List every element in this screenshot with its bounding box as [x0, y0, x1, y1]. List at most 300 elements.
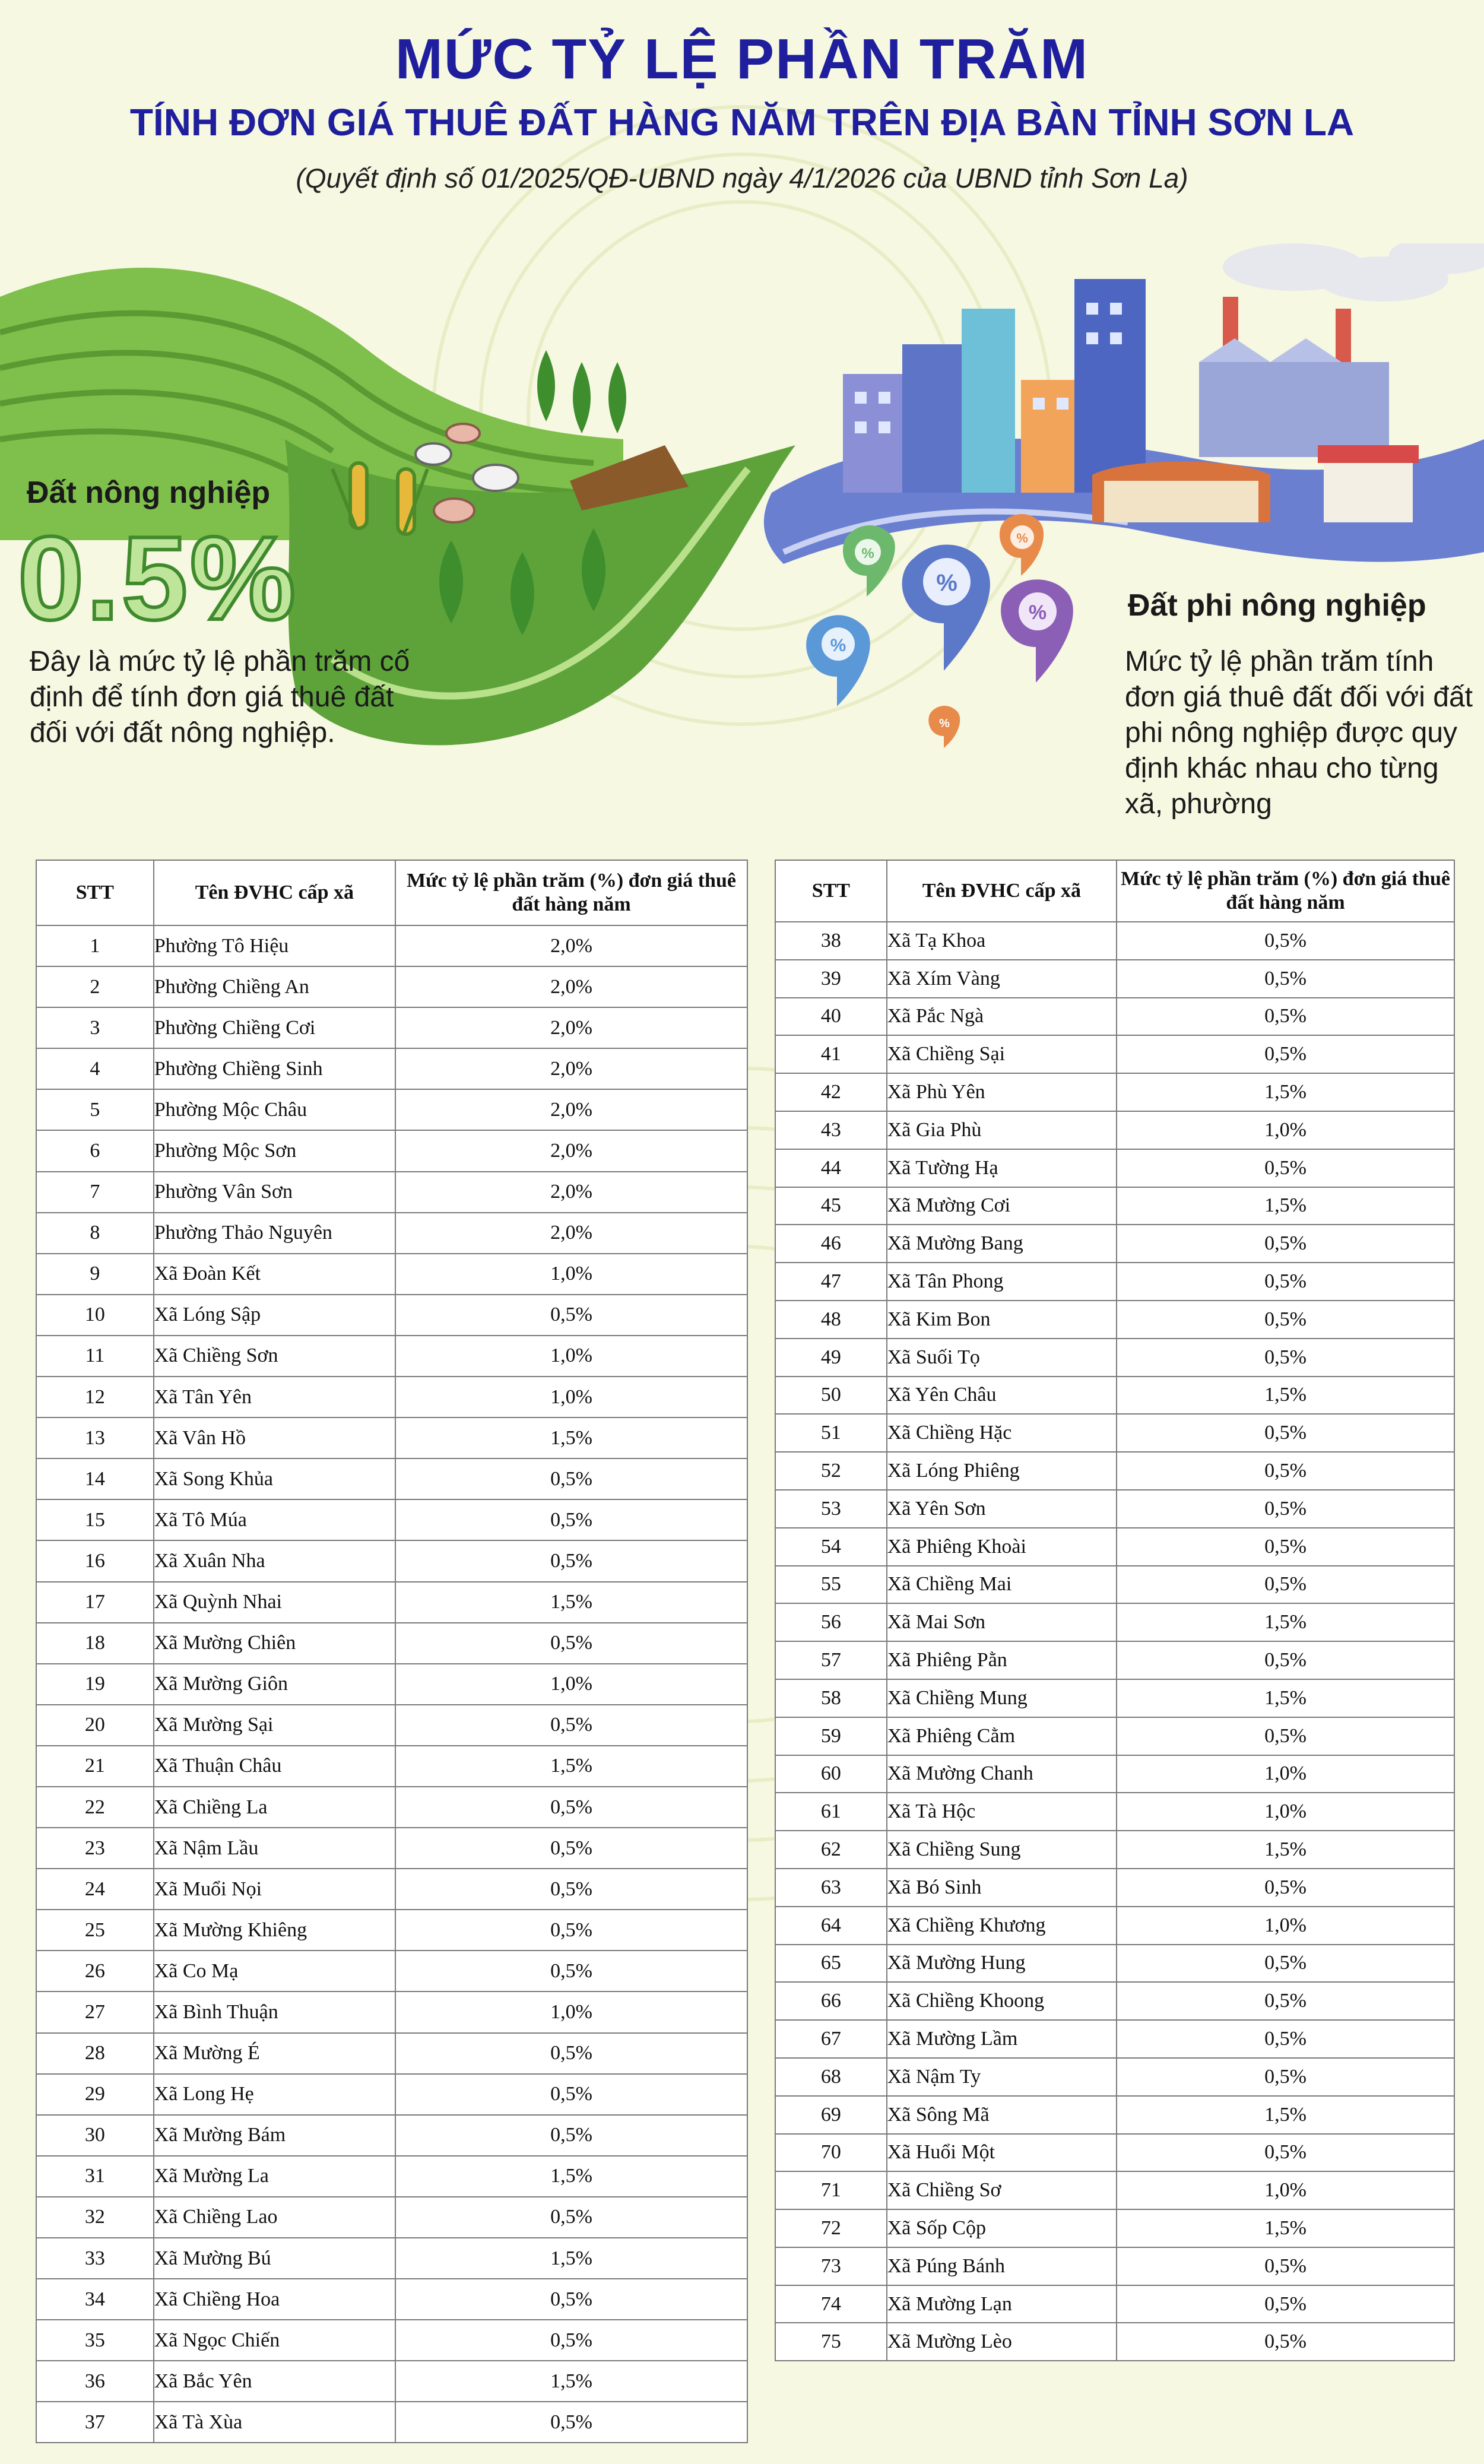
table-row	[775, 960, 1454, 998]
cell-rate: 1,5%	[1117, 1603, 1454, 1641]
cell-rate: 0,5%	[1117, 1490, 1454, 1528]
cell-stt: 73	[775, 2247, 887, 2285]
cell-stt: 51	[775, 1414, 887, 1452]
cell-rate: 1,0%	[1117, 1111, 1454, 1149]
table-row	[775, 1225, 1454, 1263]
cell-stt: 26	[36, 1951, 154, 1992]
cell-stt: 35	[36, 2320, 154, 2361]
cell-rate: 0,5%	[1117, 1263, 1454, 1301]
table-row	[775, 1339, 1454, 1377]
cell-name: Phường Chiềng An	[154, 966, 395, 1007]
cell-name: Xã Mường Cơi	[887, 1187, 1117, 1225]
cell-name: Xã Vân Hồ	[154, 1417, 395, 1458]
cell-name: Xã Bó Sinh	[887, 1869, 1117, 1907]
cell-name: Xã Chiềng Hoa	[154, 2279, 395, 2320]
cell-rate: 0,5%	[395, 1787, 747, 1828]
cell-name: Xã Chiềng Sơn	[154, 1336, 395, 1377]
cell-name: Xã Xuân Nha	[154, 1540, 395, 1581]
cell-name: Xã Chiềng Khương	[887, 1907, 1117, 1945]
cell-stt: 36	[36, 2361, 154, 2402]
table-row	[775, 1869, 1454, 1907]
table-row	[36, 1623, 747, 1664]
cell-stt: 34	[36, 2279, 154, 2320]
cell-name: Phường Tô Hiệu	[154, 925, 395, 966]
cell-rate: 0,5%	[395, 2197, 747, 2238]
cell-rate: 1,5%	[1117, 1187, 1454, 1225]
table-row	[775, 2323, 1454, 2361]
cell-stt: 31	[36, 2156, 154, 2197]
cell-rate: 1,0%	[395, 1336, 747, 1377]
non-agricultural-description: Mức tỷ lệ phần trăm tính đơn giá thuê đất đối với đất phi nông nghiệp được quy định khác nhau cho từng xã, phường	[1125, 646, 1473, 820]
cell-name: Xã Chiềng Sơ	[887, 2171, 1117, 2209]
table-row	[775, 1641, 1454, 1679]
cell-rate: 0,5%	[395, 1828, 747, 1869]
cell-name: Xã Co Mạ	[154, 1951, 395, 1992]
table-row	[36, 1910, 747, 1951]
cell-stt: 11	[36, 1336, 154, 1377]
table-row	[775, 1679, 1454, 1717]
cell-stt: 3	[36, 1007, 154, 1048]
cell-name: Xã Tân Yên	[154, 1377, 395, 1417]
cell-stt: 10	[36, 1295, 154, 1336]
table-row	[36, 1582, 747, 1623]
cell-name: Xã Chiềng Mai	[887, 1566, 1117, 1604]
cell-rate: 0,5%	[395, 2279, 747, 2320]
cell-name: Xã Phiêng Cằm	[887, 1717, 1117, 1755]
non-agricultural-land-label: Đất phi nông nghiệp	[1128, 588, 1426, 623]
cell-stt: 8	[36, 1213, 154, 1254]
cell-name: Xã Mường Khiêng	[154, 1910, 395, 1951]
cell-name: Xã Xím Vàng	[887, 960, 1117, 998]
cell-rate: 0,5%	[1117, 1339, 1454, 1377]
table-row	[36, 2238, 747, 2279]
cell-stt: 24	[36, 1869, 154, 1910]
cell-stt: 40	[775, 998, 887, 1036]
cell-stt: 19	[36, 1664, 154, 1705]
table-row	[775, 998, 1454, 1036]
cell-rate: 0,5%	[395, 1458, 747, 1499]
cell-stt: 68	[775, 2058, 887, 2096]
cell-name: Xã Mường La	[154, 2156, 395, 2197]
table-row	[36, 2279, 747, 2320]
cell-stt: 74	[775, 2285, 887, 2323]
cell-stt: 55	[775, 1566, 887, 1604]
cell-rate: 1,5%	[395, 1582, 747, 1623]
cell-rate: 0,5%	[1117, 1035, 1454, 1073]
cell-name: Xã Mường Lèo	[887, 2323, 1117, 2361]
cell-stt: 6	[36, 1130, 154, 1171]
cell-rate: 1,0%	[1117, 1755, 1454, 1793]
table-row	[36, 1377, 747, 1417]
cell-stt: 21	[36, 1746, 154, 1787]
cell-rate: 0,5%	[1117, 1566, 1454, 1604]
cell-rate: 0,5%	[395, 1540, 747, 1581]
cell-rate: 2,0%	[395, 1130, 747, 1171]
cell-name: Xã Mai Sơn	[887, 1603, 1117, 1641]
cell-rate: 1,5%	[1117, 1073, 1454, 1111]
table-row	[775, 2209, 1454, 2247]
cell-name: Xã Phù Yên	[887, 1073, 1117, 1111]
factory-icon	[1199, 243, 1484, 457]
agricultural-rate-value: 0.5%	[18, 512, 298, 645]
cell-rate: 1,5%	[1117, 2209, 1454, 2247]
cell-stt: 65	[775, 1945, 887, 1983]
cell-rate: 1,5%	[1117, 2096, 1454, 2134]
cell-stt: 54	[775, 1528, 887, 1566]
decree-reference: (Quyết định số 01/2025/QĐ-UBND ngày 4/1/2026 của UBND tỉnh Sơn La)	[296, 163, 1188, 194]
cell-name: Xã Yên Châu	[887, 1377, 1117, 1415]
cell-rate: 1,0%	[395, 1254, 747, 1295]
cell-rate: 1,5%	[395, 1746, 747, 1787]
table-row	[775, 1566, 1454, 1604]
cell-name: Xã Bắc Yên	[154, 2361, 395, 2402]
cell-name: Phường Chiềng Cơi	[154, 1007, 395, 1048]
table-row	[36, 2402, 747, 2443]
cell-rate: 1,0%	[395, 1664, 747, 1705]
cell-rate: 0,5%	[1117, 1301, 1454, 1339]
cell-stt: 18	[36, 1623, 154, 1664]
table-header-row	[775, 860, 1454, 922]
cell-name: Xã Quỳnh Nhai	[154, 1582, 395, 1623]
cell-name: Xã Lóng Phiêng	[887, 1452, 1117, 1490]
cell-name: Xã Mường Bú	[154, 2238, 395, 2279]
cell-rate: 0,5%	[1117, 998, 1454, 1036]
table-row	[775, 1945, 1454, 1983]
cell-name: Xã Huổi Một	[887, 2134, 1117, 2172]
cell-name: Xã Mường Bang	[887, 1225, 1117, 1263]
table-row	[36, 1664, 747, 1705]
table-row	[775, 2020, 1454, 2058]
cell-rate: 0,5%	[1117, 1945, 1454, 1983]
cell-name: Xã Đoàn Kết	[154, 1254, 395, 1295]
cell-stt: 56	[775, 1603, 887, 1641]
cell-stt: 41	[775, 1035, 887, 1073]
page-subtitle: TÍNH ĐƠN GIÁ THUÊ ĐẤT HÀNG NĂM TRÊN ĐỊA BÀN TỈNH SƠN LA	[129, 101, 1355, 144]
table-row	[36, 2033, 747, 2074]
cell-stt: 70	[775, 2134, 887, 2172]
cell-name: Xã Bình Thuận	[154, 1992, 395, 2032]
cell-stt: 59	[775, 1717, 887, 1755]
table-row	[775, 2171, 1454, 2209]
table-row	[36, 1295, 747, 1336]
svg-text:%: %	[939, 717, 950, 730]
cell-name: Xã Mường Lạn	[887, 2285, 1117, 2323]
table-row	[36, 1951, 747, 1992]
cell-rate: 0,5%	[1117, 1414, 1454, 1452]
cell-name: Xã Song Khủa	[154, 1458, 395, 1499]
table-row	[775, 1073, 1454, 1111]
percent-pin-icon	[806, 514, 1073, 748]
table-row	[775, 1452, 1454, 1490]
cell-stt: 39	[775, 960, 887, 998]
table-row	[36, 1089, 747, 1130]
cell-stt: 69	[775, 2096, 887, 2134]
cell-name: Xã Long Hẹ	[154, 2074, 395, 2115]
cell-rate: 1,5%	[395, 2361, 747, 2402]
cell-rate: 0,5%	[1117, 1225, 1454, 1263]
cell-stt: 67	[775, 2020, 887, 2058]
cell-rate: 0,5%	[1117, 922, 1454, 960]
cell-name: Xã Mường Giôn	[154, 1664, 395, 1705]
table-row	[36, 1458, 747, 1499]
cell-stt: 61	[775, 1793, 887, 1831]
cell-name: Phường Thảo Nguyên	[154, 1213, 395, 1254]
cell-stt: 47	[775, 1263, 887, 1301]
table-row	[36, 1007, 747, 1048]
rates-table-right-body	[775, 922, 1454, 2361]
table-row	[36, 2361, 747, 2402]
cell-name: Xã Yên Sơn	[887, 1490, 1117, 1528]
svg-text:%: %	[830, 636, 846, 655]
cell-rate: 0,5%	[1117, 1641, 1454, 1679]
cell-stt: 71	[775, 2171, 887, 2209]
header-stt: STT	[36, 860, 154, 925]
cell-rate: 0,5%	[1117, 1528, 1454, 1566]
cell-rate: 0,5%	[395, 1910, 747, 1951]
table-row	[36, 966, 747, 1007]
cell-name: Xã Tà Hộc	[887, 1793, 1117, 1831]
cell-rate: 2,0%	[395, 1007, 747, 1048]
table-row	[36, 2074, 747, 2115]
table-row	[36, 1336, 747, 1377]
table-row	[36, 1705, 747, 1746]
svg-text:%: %	[861, 546, 874, 562]
cell-stt: 28	[36, 2033, 154, 2074]
header-stt: STT	[775, 860, 887, 922]
cell-rate: 1,5%	[395, 2156, 747, 2197]
cell-rate: 0,5%	[1117, 1452, 1454, 1490]
cell-rate: 2,0%	[395, 966, 747, 1007]
table-row	[775, 2058, 1454, 2096]
header-name: Tên ĐVHC cấp xã	[887, 860, 1117, 922]
cell-rate: 1,5%	[395, 1417, 747, 1458]
cell-stt: 50	[775, 1377, 887, 1415]
table-row	[775, 1263, 1454, 1301]
cell-stt: 32	[36, 2197, 154, 2238]
cell-rate: 0,5%	[1117, 1149, 1454, 1187]
header-rate: Mức tỷ lệ phần trăm (%) đơn giá thuê đất hàng năm	[395, 860, 747, 925]
cell-name: Xã Mường Bám	[154, 2115, 395, 2156]
cell-name: Xã Mường Sại	[154, 1705, 395, 1746]
cell-name: Xã Kim Bon	[887, 1301, 1117, 1339]
cell-stt: 14	[36, 1458, 154, 1499]
cell-rate: 1,0%	[395, 1377, 747, 1417]
cell-name: Xã Chiềng Sung	[887, 1831, 1117, 1869]
cell-stt: 45	[775, 1187, 887, 1225]
cell-stt: 49	[775, 1339, 887, 1377]
cell-rate: 0,5%	[395, 1869, 747, 1910]
cell-rate: 0,5%	[1117, 2247, 1454, 2285]
cell-stt: 23	[36, 1828, 154, 1869]
cell-rate: 0,5%	[395, 2074, 747, 2115]
table-row	[775, 1149, 1454, 1187]
cell-stt: 46	[775, 1225, 887, 1263]
table-row	[775, 1414, 1454, 1452]
cell-stt: 16	[36, 1540, 154, 1581]
table-row	[775, 922, 1454, 960]
cell-name: Xã Thuận Châu	[154, 1746, 395, 1787]
svg-text:%: %	[936, 570, 957, 596]
table-row	[36, 2320, 747, 2361]
table-row	[36, 925, 747, 966]
cell-rate: 0,5%	[395, 1951, 747, 1992]
table-row	[775, 1717, 1454, 1755]
table-row	[775, 2247, 1454, 2285]
cell-stt: 64	[775, 1907, 887, 1945]
cell-rate: 2,0%	[395, 1089, 747, 1130]
table-row	[36, 1254, 747, 1295]
cell-name: Xã Tạ Khoa	[887, 922, 1117, 960]
cell-name: Xã Chiềng Hặc	[887, 1414, 1117, 1452]
cell-rate: 0,5%	[1117, 1717, 1454, 1755]
cell-stt: 52	[775, 1452, 887, 1490]
cell-stt: 33	[36, 2238, 154, 2279]
table-row	[775, 2285, 1454, 2323]
cell-rate: 0,5%	[395, 2402, 747, 2443]
cell-stt: 1	[36, 925, 154, 966]
table-row	[775, 1907, 1454, 1945]
cell-stt: 12	[36, 1377, 154, 1417]
cell-name: Xã Pắc Ngà	[887, 998, 1117, 1036]
table-row	[775, 1528, 1454, 1566]
table-row	[36, 2115, 747, 2156]
table-row	[775, 1603, 1454, 1641]
cell-rate: 0,5%	[1117, 2285, 1454, 2323]
cell-stt: 22	[36, 1787, 154, 1828]
cell-stt: 9	[36, 1254, 154, 1295]
cell-stt: 27	[36, 1992, 154, 2032]
cell-rate: 0,5%	[395, 1623, 747, 1664]
cell-rate: 0,5%	[395, 1499, 747, 1540]
table-row	[775, 1793, 1454, 1831]
table-row	[775, 1490, 1454, 1528]
cell-name: Xã Chiềng Sại	[887, 1035, 1117, 1073]
rates-table-left	[36, 860, 748, 2443]
cell-stt: 60	[775, 1755, 887, 1793]
cell-name: Xã Lóng Sập	[154, 1295, 395, 1336]
table-row	[36, 2156, 747, 2197]
table-row	[36, 1828, 747, 1869]
cell-name: Xã Mường Chiên	[154, 1623, 395, 1664]
cell-rate: 1,5%	[1117, 1377, 1454, 1415]
cell-stt: 38	[775, 922, 887, 960]
cell-rate: 1,0%	[1117, 1907, 1454, 1945]
cell-stt: 2	[36, 966, 154, 1007]
header	[0, 24, 1484, 196]
cell-stt: 5	[36, 1089, 154, 1130]
cell-rate: 0,5%	[1117, 2323, 1454, 2361]
cell-rate: 2,0%	[395, 1213, 747, 1254]
cell-stt: 75	[775, 2323, 887, 2361]
cell-stt: 44	[775, 1149, 887, 1187]
cell-name: Xã Chiềng Lao	[154, 2197, 395, 2238]
cell-name: Xã Tô Múa	[154, 1499, 395, 1540]
agricultural-description: Đây là mức tỷ lệ phần trăm cố định để tính đơn giá thuê đất đối với đất nông nghiệp.	[30, 646, 410, 749]
cell-rate: 0,5%	[395, 2115, 747, 2156]
table-row	[775, 1111, 1454, 1149]
cell-name: Phường Vân Sơn	[154, 1172, 395, 1213]
cell-name: Xã Nậm Ty	[887, 2058, 1117, 2096]
cell-rate: 1,0%	[1117, 1793, 1454, 1831]
agricultural-land-label: Đất nông nghiệp	[27, 475, 271, 510]
cell-name: Xã Tường Hạ	[887, 1149, 1117, 1187]
cell-stt: 66	[775, 1982, 887, 2020]
cell-rate: 1,5%	[395, 2238, 747, 2279]
cell-stt: 7	[36, 1172, 154, 1213]
cell-stt: 15	[36, 1499, 154, 1540]
table-row	[775, 1035, 1454, 1073]
table-row	[36, 1992, 747, 2032]
table-row	[775, 1187, 1454, 1225]
cell-name: Xã Phiêng Khoài	[887, 1528, 1117, 1566]
cell-name: Xã Sông Mã	[887, 2096, 1117, 2134]
cell-rate: 1,5%	[1117, 1831, 1454, 1869]
cell-name: Xã Suối Tọ	[887, 1339, 1117, 1377]
cell-stt: 58	[775, 1679, 887, 1717]
svg-text:%: %	[1016, 531, 1028, 546]
cell-stt: 53	[775, 1490, 887, 1528]
cell-stt: 43	[775, 1111, 887, 1149]
cell-stt: 48	[775, 1301, 887, 1339]
cell-rate: 1,5%	[1117, 1679, 1454, 1717]
table-row	[775, 1982, 1454, 2020]
cell-stt: 37	[36, 2402, 154, 2443]
header-rate: Mức tỷ lệ phần trăm (%) đơn giá thuê đất hàng năm	[1117, 860, 1454, 922]
header-name: Tên ĐVHC cấp xã	[154, 860, 395, 925]
cell-name: Xã Chiềng La	[154, 1787, 395, 1828]
cell-name: Xã Mường É	[154, 2033, 395, 2074]
cell-name: Xã Mường Lầm	[887, 2020, 1117, 2058]
cell-rate: 1,0%	[395, 1992, 747, 2032]
cell-name: Xã Gia Phù	[887, 1111, 1117, 1149]
cell-name: Xã Tà Xùa	[154, 2402, 395, 2443]
cell-name: Xã Ngọc Chiến	[154, 2320, 395, 2361]
cell-name: Phường Mộc Sơn	[154, 1130, 395, 1171]
cell-rate: 1,0%	[1117, 2171, 1454, 2209]
cell-stt: 13	[36, 1417, 154, 1458]
cell-stt: 30	[36, 2115, 154, 2156]
table-row	[775, 2134, 1454, 2172]
cell-name: Xã Mường Chanh	[887, 1755, 1117, 1793]
table-row	[775, 1301, 1454, 1339]
table-header-row	[36, 860, 747, 925]
cell-name: Xã Muổi Nọi	[154, 1869, 395, 1910]
table-row	[36, 1048, 747, 1089]
cell-name: Xã Púng Bánh	[887, 2247, 1117, 2285]
cell-rate: 0,5%	[395, 2033, 747, 2074]
cell-rate: 0,5%	[395, 2320, 747, 2361]
cell-stt: 57	[775, 1641, 887, 1679]
table-row	[36, 1869, 747, 1910]
rates-table-left-body	[36, 925, 747, 2443]
table-row	[36, 1417, 747, 1458]
cell-rate: 0,5%	[395, 1705, 747, 1746]
table-row	[775, 1755, 1454, 1793]
cell-rate: 0,5%	[1117, 2020, 1454, 2058]
cell-rate: 0,5%	[1117, 2058, 1454, 2096]
cell-stt: 25	[36, 1910, 154, 1951]
cell-stt: 29	[36, 2074, 154, 2115]
cell-stt: 63	[775, 1869, 887, 1907]
cell-stt: 42	[775, 1073, 887, 1111]
table-row	[775, 1831, 1454, 1869]
cell-stt: 62	[775, 1831, 887, 1869]
cell-name: Xã Chiềng Khoong	[887, 1982, 1117, 2020]
table-row	[775, 2096, 1454, 2134]
page-title: MỨC TỶ LỆ PHẦN TRĂM	[395, 27, 1089, 91]
table-row	[36, 1787, 747, 1828]
cell-rate: 0,5%	[1117, 1982, 1454, 2020]
